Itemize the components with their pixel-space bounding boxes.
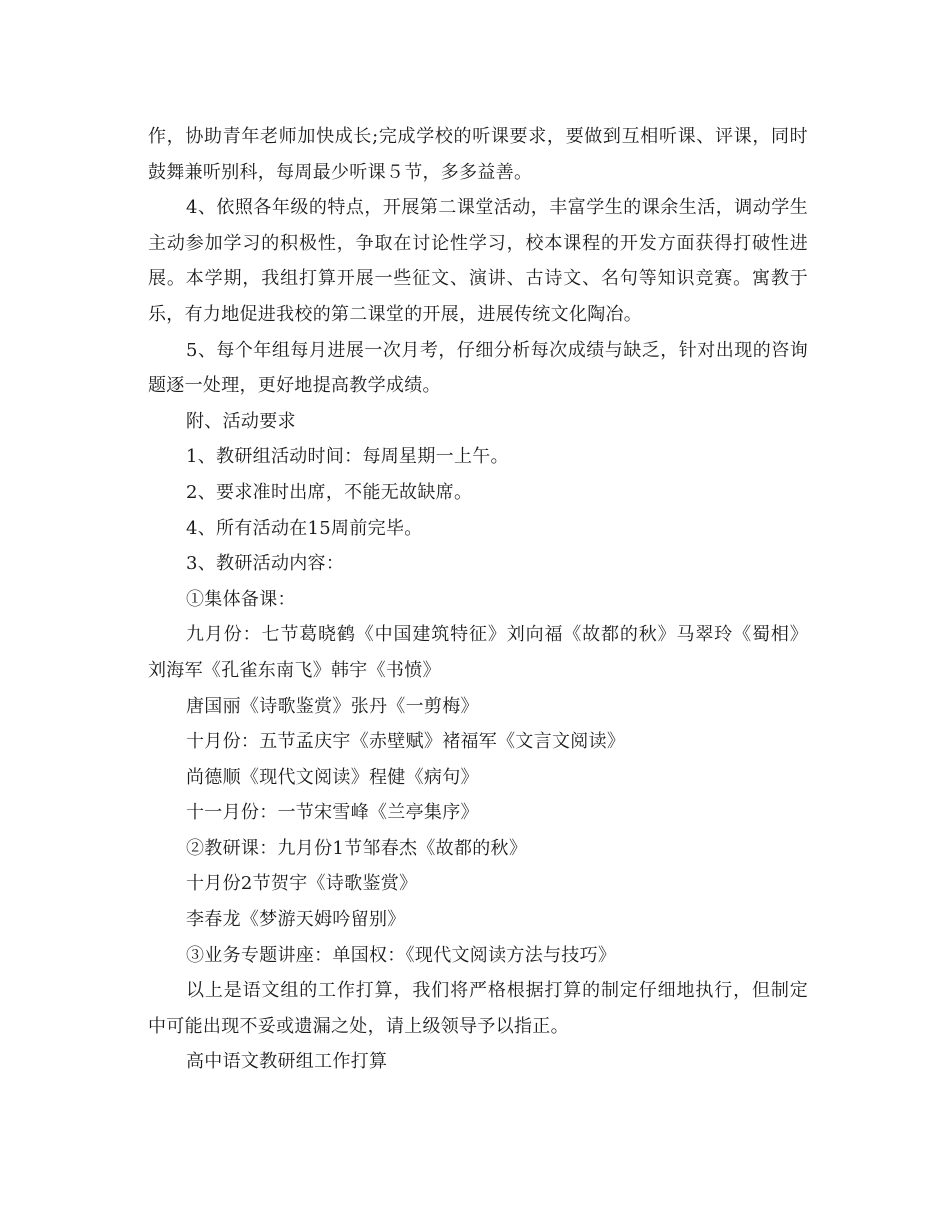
- paragraph-9: ①集体备课：: [186, 588, 296, 610]
- paragraph-2: 4、依照各年级的特点，开展第二课堂活动，丰富学生的课余生活，调动学生主动参加学习的积极性，争取在讨论性学习，校本课程的开发方面获得打破性进展。本学期，我组打算开展一些征文、演讲、古诗文、名句等知识竞赛。寓教于乐，有力地促进我校的第二课堂的开展，进展传统文化陶冶。: [148, 197, 808, 325]
- section-heading: 附、活动要求: [186, 410, 296, 432]
- paragraph-7: 4、所有活动在15周前完毕。: [186, 517, 423, 539]
- paragraph-20: 高中语文教研组工作打算: [186, 1051, 388, 1073]
- paragraph-1: 作，协助青年老师加快成长;完成学校的听课要求，要做到互相听课、评课，同时鼓舞兼听别科，每周最少听课５节，多多益善。: [148, 126, 808, 183]
- paragraph-5: 1、教研组活动时间：每周星期一上午。: [186, 446, 509, 468]
- paragraph-15: ②教研课：九月份1节邹春杰《故都的秋》: [186, 837, 528, 859]
- paragraph-17: 李春龙《梦游天姆吟留别》: [186, 909, 406, 931]
- document-body: [148, 119, 808, 1080]
- paragraph-8: 3、教研活动内容：: [186, 553, 345, 575]
- paragraph-11: 唐国丽《诗歌鉴赏》张丹《一剪梅》: [186, 695, 479, 717]
- paragraph-12: 十月份：五节孟庆宇《赤壁赋》褚福军《文言文阅读》: [186, 731, 626, 753]
- paragraph-16: 十月份2节贺宇《诗歌鉴赏》: [186, 873, 418, 895]
- paragraph-19: 以上是语文组的工作打算，我们将严格根据打算的制定仔细地执行，但制定中可能出现不妥或遗漏之处，请上级领导予以指正。: [148, 980, 808, 1037]
- paragraph-3: 5、每个年组每月进展一次月考，仔细分析每次成绩与缺乏，针对出现的咨询题逐一处理，更好地提高教学成绩。: [148, 339, 808, 397]
- paragraph-14: 十一月份：一节宋雪峰《兰亭集序》: [186, 802, 479, 824]
- paragraph-18: ③业务专题讲座：单国权：《现代文阅读方法与技巧》: [186, 944, 617, 966]
- paragraph-13: 尚德顺《现代文阅读》程健《病句》: [186, 766, 479, 788]
- paragraph-6: 2、要求准时出席，不能无故缺席。: [186, 481, 473, 503]
- paragraph-10: 九月份：七节葛晓鹤《中国建筑特征》刘向福《故都的秋》马翠玲《蜀相》刘海军《孔雀东南飞》韩宇《书愤》: [148, 624, 808, 681]
